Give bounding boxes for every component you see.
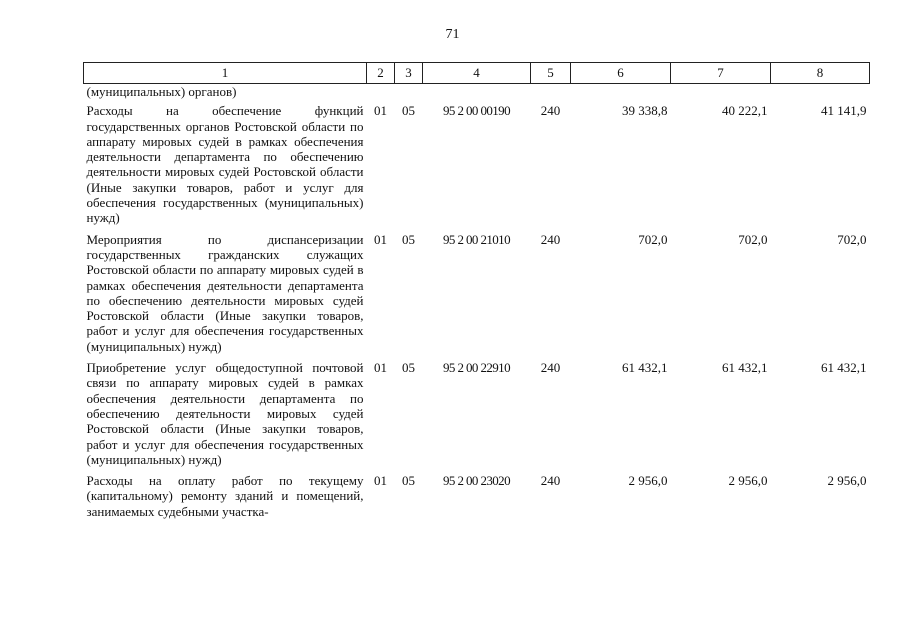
row-amount-col6: 2 956,0 [628,473,668,489]
row-amount-col6: 39 338,8 [622,103,668,119]
row-section: 01 [374,360,387,376]
row-subsection: 05 [402,473,415,489]
row-amount-col8: 61 432,1 [821,360,867,376]
row-target-code: 95 2 00 21010 [443,231,510,247]
header-col-4: 4 [423,63,531,84]
row-amount-col7: 40 222,1 [722,103,768,119]
table-row [84,103,870,231]
row-section: 01 [374,473,387,489]
header-col-3: 3 [395,63,423,84]
row-subsection: 05 [402,231,415,247]
row-expense-type: 240 [540,231,561,247]
row-expense-type: 240 [540,103,561,119]
header-col-1: 1 [84,63,367,84]
row-amount-col7: 702,0 [738,231,768,247]
row-description: Расходы на оплату работ по текущему (капитальному) ремонту зданий и помещений, занимаемых судебными участка- [86,473,364,519]
continuation-text: (муниципальных) органов) [86,84,237,99]
row-subsection: 05 [402,103,415,119]
row-description: Мероприятия по диспансеризации государственных гражданских служащих Ростовской области по аппарату мировых судей в рамках обеспечения деятельности департамента по обеспечению деятельности мировых судей Ростовской области (Иные закупки товаров, работ и услуг для обеспечения государственных (муниципальных) нужд) [86,231,364,354]
row-amount-col8: 41 141,9 [821,103,867,119]
table-row [84,232,870,360]
row-amount-col6: 702,0 [638,231,668,247]
row-section: 01 [374,103,387,119]
header-col-5: 5 [531,63,571,84]
row-subsection: 05 [402,360,415,376]
row-amount-col8: 702,0 [837,231,867,247]
budget-table [83,62,870,525]
header-row [84,63,870,84]
header-col-2: 2 [367,63,395,84]
continuation-row [84,84,870,104]
row-amount-col6: 61 432,1 [622,360,668,376]
row-amount-col7: 2 956,0 [728,473,768,489]
row-target-code: 95 2 00 00190 [443,103,510,119]
header-col-6: 6 [571,63,671,84]
row-target-code: 95 2 00 23020 [443,473,510,489]
row-expense-type: 240 [540,360,561,376]
row-description: Приобретение услуг общедоступной почтовой связи по аппарату мировых судей в рамках обеспечения деятельности департамента по обеспечению деятельности мировых судей Ростовской области (Иные закупки товаров, работ и услуг для обеспечения государственных (муниципальных) нужд) [86,360,364,467]
row-amount-col7: 61 432,1 [722,360,768,376]
row-amount-col8: 2 956,0 [827,473,867,489]
table-row [84,360,870,473]
header-col-8: 8 [771,63,870,84]
row-expense-type: 240 [540,473,561,489]
row-target-code: 95 2 00 22910 [443,360,510,376]
row-section: 01 [374,231,387,247]
page-number: 71 [445,27,460,42]
header-col-7: 7 [671,63,771,84]
row-description: Расходы на обеспечение функций государственных органов Ростовской области по аппарату мировых судей в рамках обеспечения деятельности департамента по обеспечению деятельности мировых судей Ростовской области (Иные закупки товаров, работ и услуг для обеспечения государственных (муниципальных) нужд) [86,103,364,226]
table-row [84,473,870,525]
